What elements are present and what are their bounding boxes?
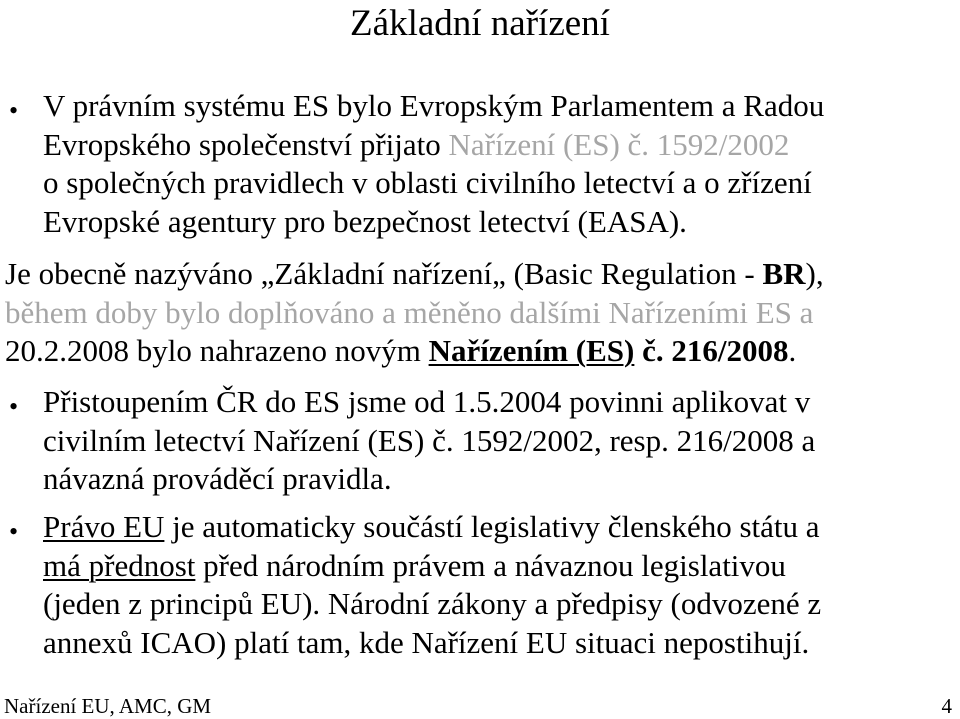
bullet-1-line-3: o společných pravidlech v oblasti civilního letectví a o zřízení (43, 165, 812, 200)
basic-regulation-paragraph (5, 255, 824, 371)
paragraph-line-1-end: ), (805, 256, 824, 291)
page-number: 4 (941, 694, 952, 718)
bullet-1-line-1: V právním systému ES bylo Evropským Parlamentem a Radou (43, 88, 825, 123)
bullet-1-text (43, 87, 824, 241)
bullet-2-text (43, 383, 815, 499)
regulation-216-number: č. 216/2008 (634, 333, 789, 368)
bullet-3-line-1-text: je automaticky součástí legislativy členského státu a (164, 509, 820, 544)
bullet-3-line-4: annexů ICAO) platí tam, kde Nařízení EU situaci nepostihují. (43, 624, 810, 660)
slide-title: Základní nařízení (350, 3, 610, 44)
eu-law-term: Právo EU (43, 509, 165, 544)
bullet-2-line-2: civilním letectví Nařízení (ES) č. 1592/2002, resp. 216/2008 a (43, 422, 816, 458)
paragraph-line-2: během doby bylo doplňováno a měněno dalšími Nařízeními ES a (5, 294, 814, 330)
bullet-2-marker: • (9, 392, 19, 421)
bullet-3-line-2 (43, 547, 821, 586)
regulation-216-ref: Nařízením (ES) (428, 333, 635, 368)
bullet-1-line-2-text: Evropského společenství přijato (43, 126, 449, 162)
bullet-3-line-3: (jeden z principů EU). Národní zákony a předpisy (odvozené z (43, 586, 822, 621)
regulation-1592-ref: Nařízení (ES) č. 1592/2002 (448, 126, 790, 162)
bullet-3-line-2-text: před národním právem a návaznou legislativou (195, 547, 786, 583)
bullet-1-line-4: Evropské agentury pro bezpečnost letectví (EASA). (43, 203, 687, 239)
bullet-1-line-2 (43, 126, 824, 165)
paragraph-line-3-text: 20.2.2008 bylo nahrazeno novým (5, 333, 429, 368)
precedence-term: má přednost (43, 547, 196, 583)
paragraph-line-3 (5, 332, 824, 371)
paragraph-line-1 (5, 255, 824, 294)
bullet-3-text (43, 508, 821, 662)
footer-label: Nařízení EU, AMC, GM (4, 694, 212, 718)
bullet-1-marker: • (9, 96, 19, 125)
paragraph-line-1-text: Je obecně nazýváno „Základní nařízení„ (Basic Regulation - (5, 256, 763, 291)
bullet-3-line-1 (43, 508, 821, 547)
paragraph-line-3-end: . (788, 333, 797, 368)
bullet-3-marker: • (9, 517, 19, 546)
bullet-2-line-1: Přistoupením ČR do ES jsme od 1.5.2004 povinni aplikovat v (43, 384, 811, 419)
br-abbrev: BR (762, 256, 806, 291)
bullet-2-line-3: návazná prováděcí pravidla. (43, 461, 392, 496)
